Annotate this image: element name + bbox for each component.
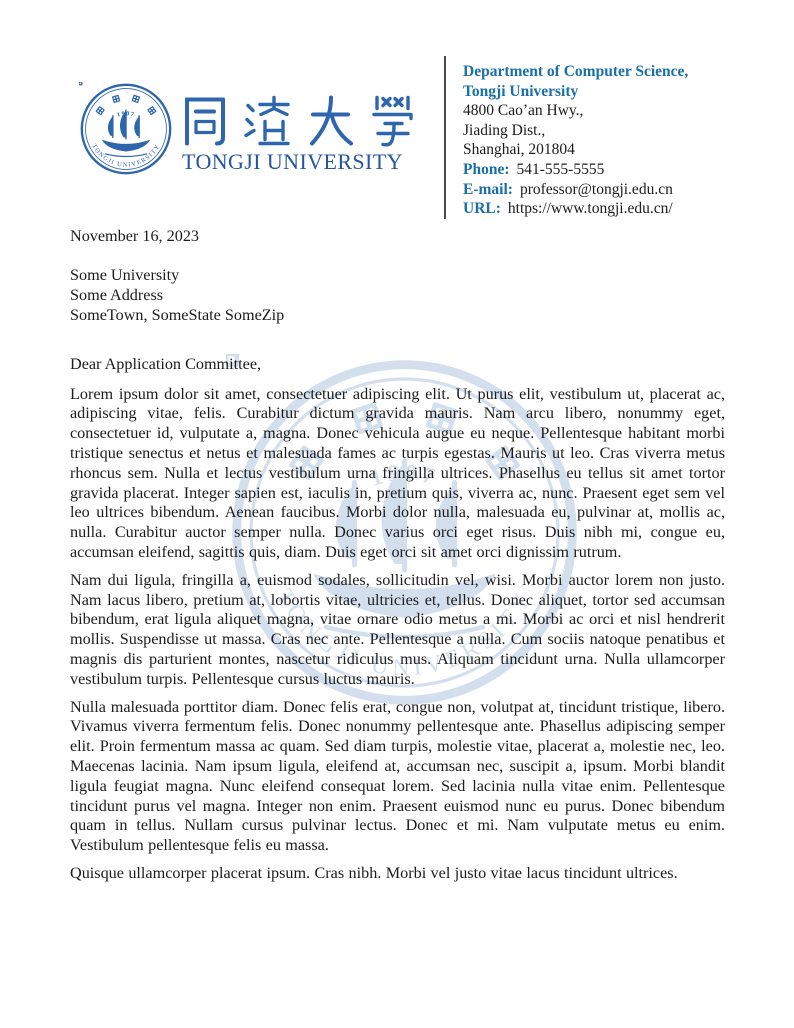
contact-block <box>463 62 733 219</box>
body-paragraph: Nam dui ligula, fringilla a, euismod sodales, sollicitudin vel, wisi. Morbi auctor lorem non justo. Nam lacus libero, pretium at, lobortis vitae, ultricies et, tellus. Donec aliquet, tortor sed accumsan bibendum, erat ligula aliquet magna, vitae ornare odio metus a mi. Morbi ac orci et nisl hendrerit mollis. Suspendisse ut massa. Cras nec ante. Pellentesque a nulla. Cum sociis natoque penatibus et magnis dis parturient montes, nascetur ridiculus mus. Aliquam tincidunt urna. Nulla ullamcorper vestibulum turpis. Pellentesque cursus luctus mauris. <box>70 570 725 688</box>
university-seal-logo <box>79 82 173 176</box>
phone-value: 541-555-5555 <box>516 160 605 178</box>
body-paragraph: Quisque ullamcorper placerat ipsum. Cras nibh. Morbi vel justo vitae lacus tincidunt ultrices. <box>70 863 678 882</box>
recipient-line: Some University <box>70 265 180 284</box>
contact-url-line <box>463 199 733 219</box>
contact-address-line: Jiading Dist., <box>463 121 546 139</box>
university-chinese-name-calligraphy <box>181 92 419 149</box>
url-value: https://www.tongji.edu.cn/ <box>507 200 673 218</box>
phone-label: Phone: <box>463 160 510 178</box>
url-label: URL: <box>463 200 501 218</box>
recipient-line: SomeTown, SomeState SomeZip <box>70 305 285 324</box>
contact-email-line <box>463 180 733 200</box>
contact-department: Department of Computer Science, <box>463 63 689 80</box>
body-paragraph: Nulla malesuada porttitor diam. Donec felis erat, congue non, volutpat at, tincidunt tristique, libero. Vivamus viverra fermentum felis. Donec nonummy pellentesque ante. Phasellus adipiscing semper elit. Proin fermentum massa ac quam. Sed diam turpis, molestie vitae, placerat a, molestie nec, leo. Maecenas lacinia. Nam ipsum ligula, eleifend at, accumsan nec, suscipit a, ipsum. Morbi blandit ligula feugiat magna. Nunc eleifend consequat lorem. Sed lacinia nulla vitae enim. Pellentesque tincidunt purus vel magna. Integer non enim. Praesent euismod nunc eu purus. Donec bibendum quam in tellus. Nullam cursus pulvinar lectus. Donec et mi. Nam vulputate metus eu enim. Vestibulum pellentesque felis eu massa. <box>70 697 725 855</box>
contact-phone-line <box>463 160 733 180</box>
recipient-line: Some Address <box>70 285 164 304</box>
letterhead-divider <box>444 56 446 219</box>
contact-address-line: Shanghai, 201804 <box>463 141 575 159</box>
letter-body <box>70 227 725 892</box>
contact-address-line: 4800 Cao’an Hwy., <box>463 102 584 120</box>
university-wordmark: TONGJI UNIVERSITY <box>182 149 403 174</box>
recipient-address <box>70 265 725 325</box>
body-paragraph: Lorem ipsum dolor sit amet, consectetuer adipiscing elit. Ut purus elit, vestibulum ut, placerat ac, adipiscing vitae, felis. Curabitur dictum gravida mauris. Nam arcu libero, nonummy eget, consectetuer id, vulputate a, magna. Donec vehicula augue eu neque. Pellentesque habitant morbi tristique senectus et netus et malesuada fames ac turpis egestas. Mauris ut leo. Cras viverra metus rhoncus sem. Nulla et lectus vestibulum urna fringilla ultrices. Phasellus eu tellus sit amet tortor gravida placerat. Integer sapien est, iaculis in, pretium quis, viverra ac, nunc. Praesent eget sem vel leo ultrices bibendum. Aenean faucibus. Morbi dolor nulla, malesuada eu, pulvinar at, mollis ac, nulla. Curabitur auctor semper nulla. Donec varius orci eget risus. Duis nibh mi, congue eu, accumsan eleifend, sagittis quis, diam. Duis eget orci sit amet orci dignissim rutrum. <box>70 384 725 561</box>
letter-date: November 16, 2023 <box>70 227 200 245</box>
email-value: professor@tongji.edu.cn <box>519 180 673 198</box>
email-label: E-mail: <box>463 180 513 198</box>
salutation: Dear Application Committee, <box>70 354 262 373</box>
contact-university: Tongji University <box>463 82 579 100</box>
